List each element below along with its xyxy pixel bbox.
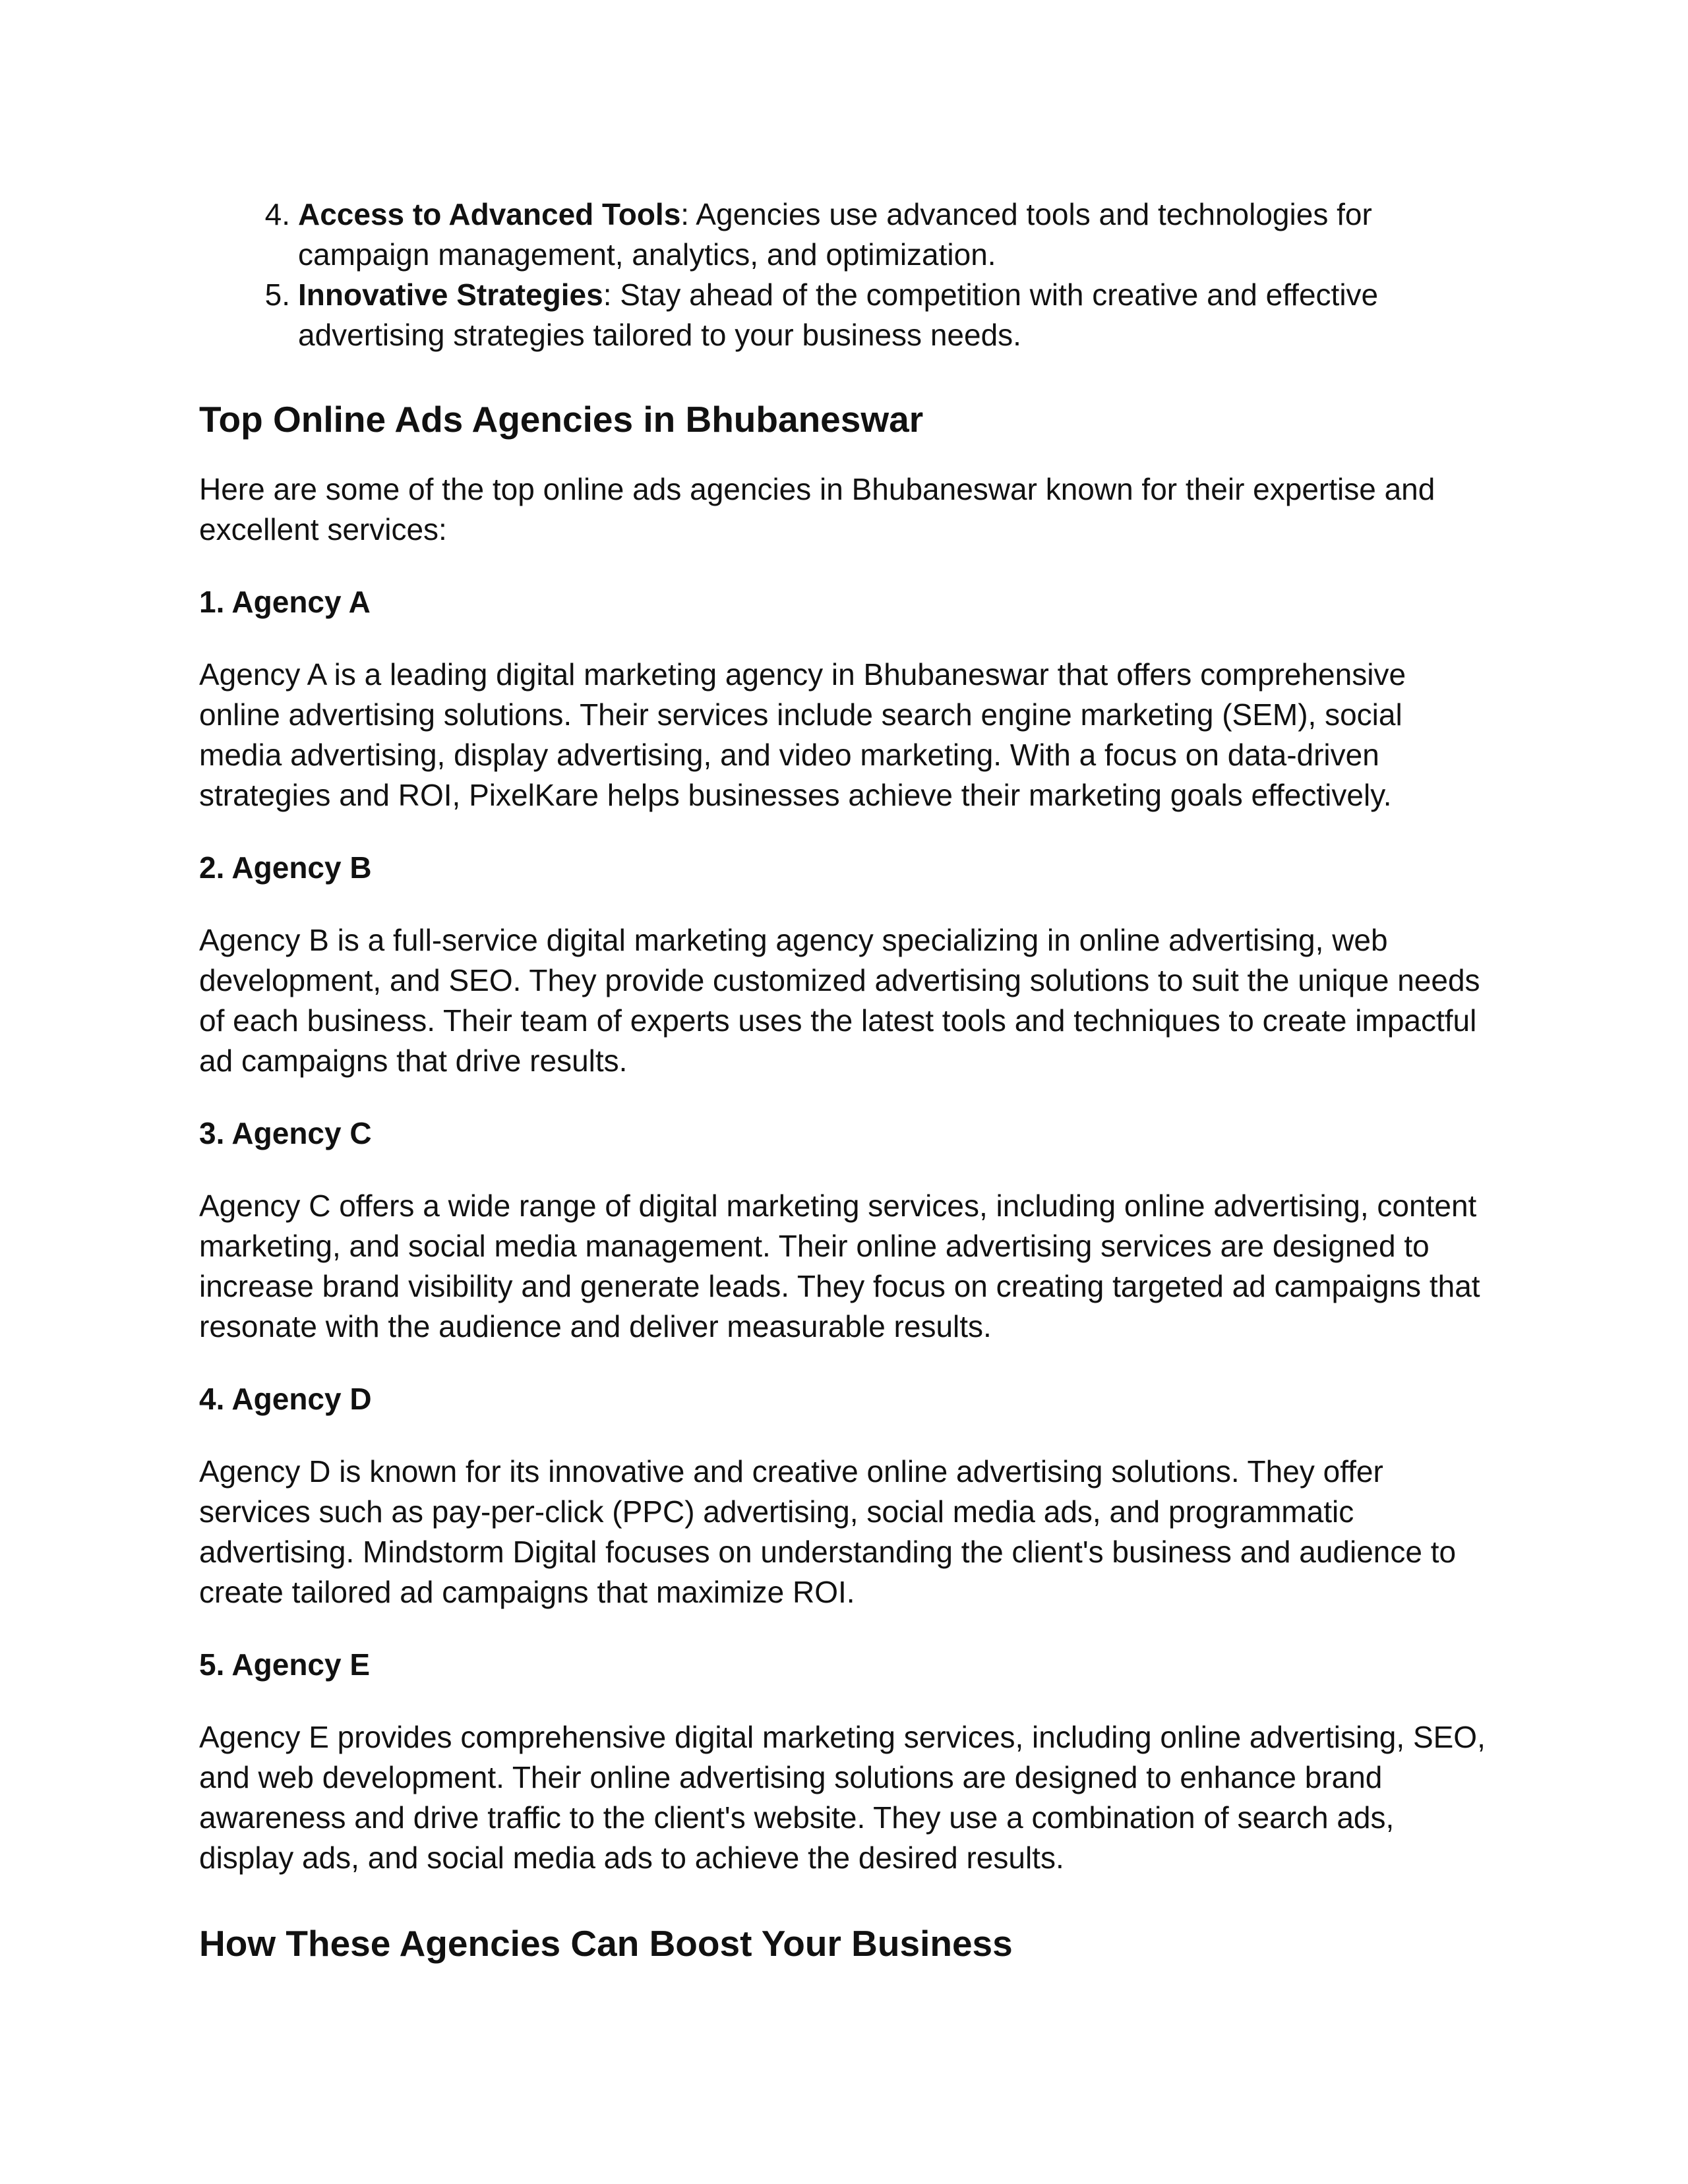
list-item-term: Access to Advanced Tools bbox=[298, 197, 681, 231]
list-item-number: 4. bbox=[264, 197, 290, 231]
list-item-number: 5. bbox=[264, 278, 290, 312]
document-content bbox=[199, 194, 1492, 1966]
list-item bbox=[199, 194, 1492, 275]
list-item-description: : Agencies use advanced tools and technologies for campaign management, analytics, and optimization. bbox=[298, 197, 1372, 272]
benefits-list bbox=[199, 194, 1492, 355]
section-heading-top-agencies: Top Online Ads Agencies in Bhubaneswar bbox=[199, 399, 924, 440]
section-intro-paragraph: Here are some of the top online ads agencies in Bhubaneswar known for their expertise and excellent services: bbox=[199, 472, 1435, 546]
agency-a-heading: 1. Agency A bbox=[199, 585, 371, 619]
agency-a-description: Agency A is a leading digital marketing agency in Bhubaneswar that offers comprehensive online advertising solutions. Their services include search engine marketing (SEM), social media advertising, display advertising, and video marketing. With a focus on data-driven strategies and ROI, PixelKare helps businesses achieve their marketing goals effectively. bbox=[199, 657, 1406, 812]
agency-e-description: Agency E provides comprehensive digital marketing services, including online advertising, SEO, and web development. Their online advertising solutions are designed to enhance brand awareness and drive traffic to the client's website. They use a combination of search ads, display ads, and social media ads to achieve the desired results. bbox=[199, 1720, 1486, 1875]
list-item bbox=[199, 275, 1492, 355]
agency-d-heading: 4. Agency D bbox=[199, 1382, 372, 1416]
section-heading-boost-business: How These Agencies Can Boost Your Business bbox=[199, 1923, 1013, 1964]
agency-b-description: Agency B is a full-service digital marketing agency specializing in online advertising, web development, and SEO. They provide customized advertising solutions to suit the unique needs of each business. Their team of experts uses the latest tools and techniques to create impactful ad campaigns that drive results. bbox=[199, 923, 1480, 1078]
agency-d-description: Agency D is known for its innovative and creative online advertising solutions. They offer services such as pay-per-click (PPC) advertising, social media ads, and programmatic advertising. Mindstorm Digital focuses on understanding the client's business and audience to create tailored ad campaigns that maximize ROI. bbox=[199, 1454, 1457, 1609]
list-item-description: : Stay ahead of the competition with creative and effective advertising strategies tailored to your business needs. bbox=[298, 278, 1379, 352]
agency-b-heading: 2. Agency B bbox=[199, 850, 372, 885]
agency-e-heading: 5. Agency E bbox=[199, 1647, 371, 1682]
agency-c-description: Agency C offers a wide range of digital marketing services, including online advertising, content marketing, and social media management. Their online advertising services are designed to increase brand visibility and generate leads. They focus on creating targeted ad campaigns that resonate with the audience and deliver measurable results. bbox=[199, 1189, 1480, 1343]
list-item-term: Innovative Strategies bbox=[298, 278, 603, 312]
agency-c-heading: 3. Agency C bbox=[199, 1116, 372, 1150]
